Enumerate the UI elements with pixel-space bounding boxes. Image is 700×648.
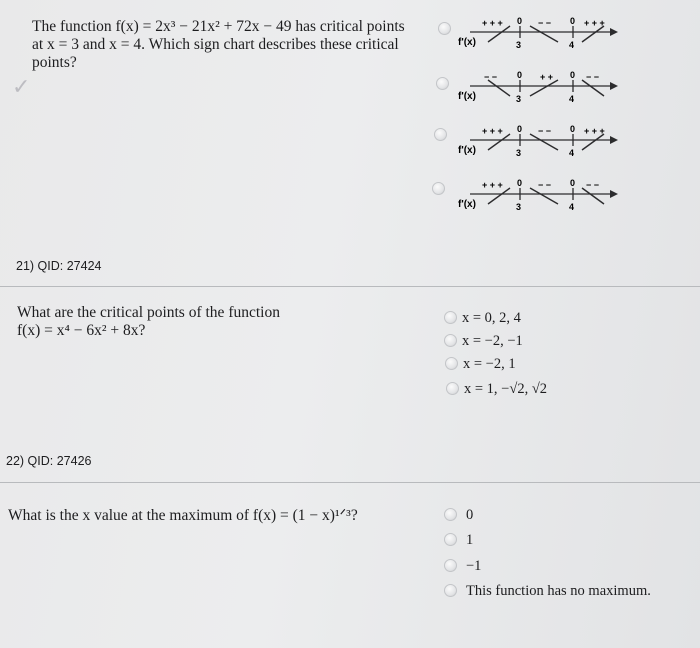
q21-option-3-radio[interactable]	[445, 357, 458, 370]
sign-middle: − −	[538, 126, 552, 136]
zero-1: 0	[517, 16, 523, 26]
q21-option-1-radio[interactable]	[444, 311, 457, 324]
q21-option-1[interactable]: x = 0, 2, 4	[462, 310, 521, 326]
sign-chart-svg	[458, 66, 618, 106]
sign-middle: − −	[538, 180, 552, 190]
arrowhead-icon	[610, 28, 618, 36]
q22-option-1-radio[interactable]	[444, 508, 457, 521]
q20-text-line3: points?	[32, 54, 77, 71]
zero-2: 0	[570, 178, 576, 188]
point-3-label: 3	[516, 94, 522, 104]
zero-1: 0	[517, 178, 523, 188]
q22-option-2[interactable]: 1	[466, 532, 474, 548]
derivative-label: f'(x)	[458, 37, 476, 48]
q21-text	[17, 304, 337, 340]
increasing-arrow-icon	[530, 80, 558, 96]
point-4-label: 4	[569, 94, 575, 104]
pencil-mark: ✓	[12, 74, 31, 99]
q21-option-2-radio[interactable]	[444, 334, 457, 347]
decreasing-arrow-icon	[530, 26, 558, 42]
sign-chart-svg	[458, 12, 618, 52]
q22-option-4-radio[interactable]	[444, 584, 457, 597]
q21-text-line2: f(x) = x⁴ − 6x² + 8x?	[17, 322, 146, 339]
q21-option-4[interactable]: x = 1, −√2, √2	[464, 381, 548, 397]
point-3-label: 3	[516, 40, 522, 50]
increasing-arrow-icon	[582, 134, 604, 150]
q21-text-line1: What are the critical points of the function	[17, 304, 280, 321]
sign-middle: − −	[538, 18, 552, 28]
derivative-label: f'(x)	[458, 199, 476, 210]
q22-option-3-radio[interactable]	[444, 559, 457, 572]
decreasing-arrow-icon	[530, 134, 558, 150]
sign-left: + + +	[482, 126, 503, 136]
point-4-label: 4	[569, 40, 575, 50]
increasing-arrow-icon	[488, 134, 510, 150]
sign-left: + + +	[482, 180, 503, 190]
decreasing-arrow-icon	[488, 80, 510, 96]
q22-divider	[0, 482, 700, 483]
decreasing-arrow-icon	[582, 188, 604, 204]
zero-1: 0	[517, 124, 523, 134]
q21-qid: 21) QID: 27424	[16, 259, 102, 273]
q20-sign-chart-1[interactable]	[458, 12, 618, 57]
arrowhead-icon	[610, 82, 618, 90]
sign-chart-svg	[458, 174, 618, 214]
q22-qid: 22) QID: 27426	[6, 454, 92, 468]
sign-chart-svg	[458, 120, 618, 160]
q20-text-line2: at x = 3 and x = 4. Which sign chart describes these critical	[32, 36, 399, 53]
derivative-label: f'(x)	[458, 91, 476, 102]
q22-option-1[interactable]: 0	[466, 507, 474, 523]
increasing-arrow-icon	[582, 26, 604, 42]
zero-2: 0	[570, 124, 576, 134]
zero-2: 0	[570, 70, 576, 80]
sign-middle: + +	[540, 72, 554, 82]
point-3-label: 3	[516, 202, 522, 212]
arrowhead-icon	[610, 190, 618, 198]
q20-option-1-radio[interactable]	[438, 22, 451, 35]
sign-left: − −	[484, 72, 498, 82]
point-4-label: 4	[569, 148, 575, 158]
q22-text: What is the x value at the maximum of f(x) = (1 − x)¹ᐟ³?	[8, 507, 358, 524]
decreasing-arrow-icon	[530, 188, 558, 204]
q21-option-2[interactable]: x = −2, −1	[462, 333, 523, 349]
q20-sign-chart-4[interactable]	[458, 174, 618, 219]
point-3-label: 3	[516, 148, 522, 158]
point-4-label: 4	[569, 202, 575, 212]
increasing-arrow-icon	[488, 26, 510, 42]
arrowhead-icon	[610, 136, 618, 144]
q20-sign-chart-3[interactable]	[458, 120, 618, 165]
sign-right: − −	[586, 180, 600, 190]
q22-option-3[interactable]: −1	[466, 558, 482, 574]
q20-option-2-radio[interactable]	[436, 77, 449, 90]
q21-option-3[interactable]: x = −2, 1	[463, 356, 516, 372]
sign-right: − −	[586, 72, 600, 82]
sign-right: + + +	[584, 18, 605, 28]
zero-2: 0	[570, 16, 576, 26]
q20-option-4-radio[interactable]	[432, 182, 445, 195]
q20-text-line1: The function f(x) = 2x³ − 21x² + 72x − 49 has critical points	[32, 18, 405, 35]
q22-option-2-radio[interactable]	[444, 533, 457, 546]
q20-text	[32, 18, 432, 72]
q21-option-4-radio[interactable]	[446, 382, 459, 395]
q20-option-3-radio[interactable]	[434, 128, 447, 141]
zero-1: 0	[517, 70, 523, 80]
sign-left: + + +	[482, 18, 503, 28]
q22-option-4[interactable]: This function has no maximum.	[466, 583, 651, 599]
derivative-label: f'(x)	[458, 145, 476, 156]
q20-sign-chart-2[interactable]	[458, 66, 618, 111]
increasing-arrow-icon	[488, 188, 510, 204]
decreasing-arrow-icon	[582, 80, 604, 96]
sign-right: + + +	[584, 126, 605, 136]
q21-divider	[0, 286, 700, 287]
